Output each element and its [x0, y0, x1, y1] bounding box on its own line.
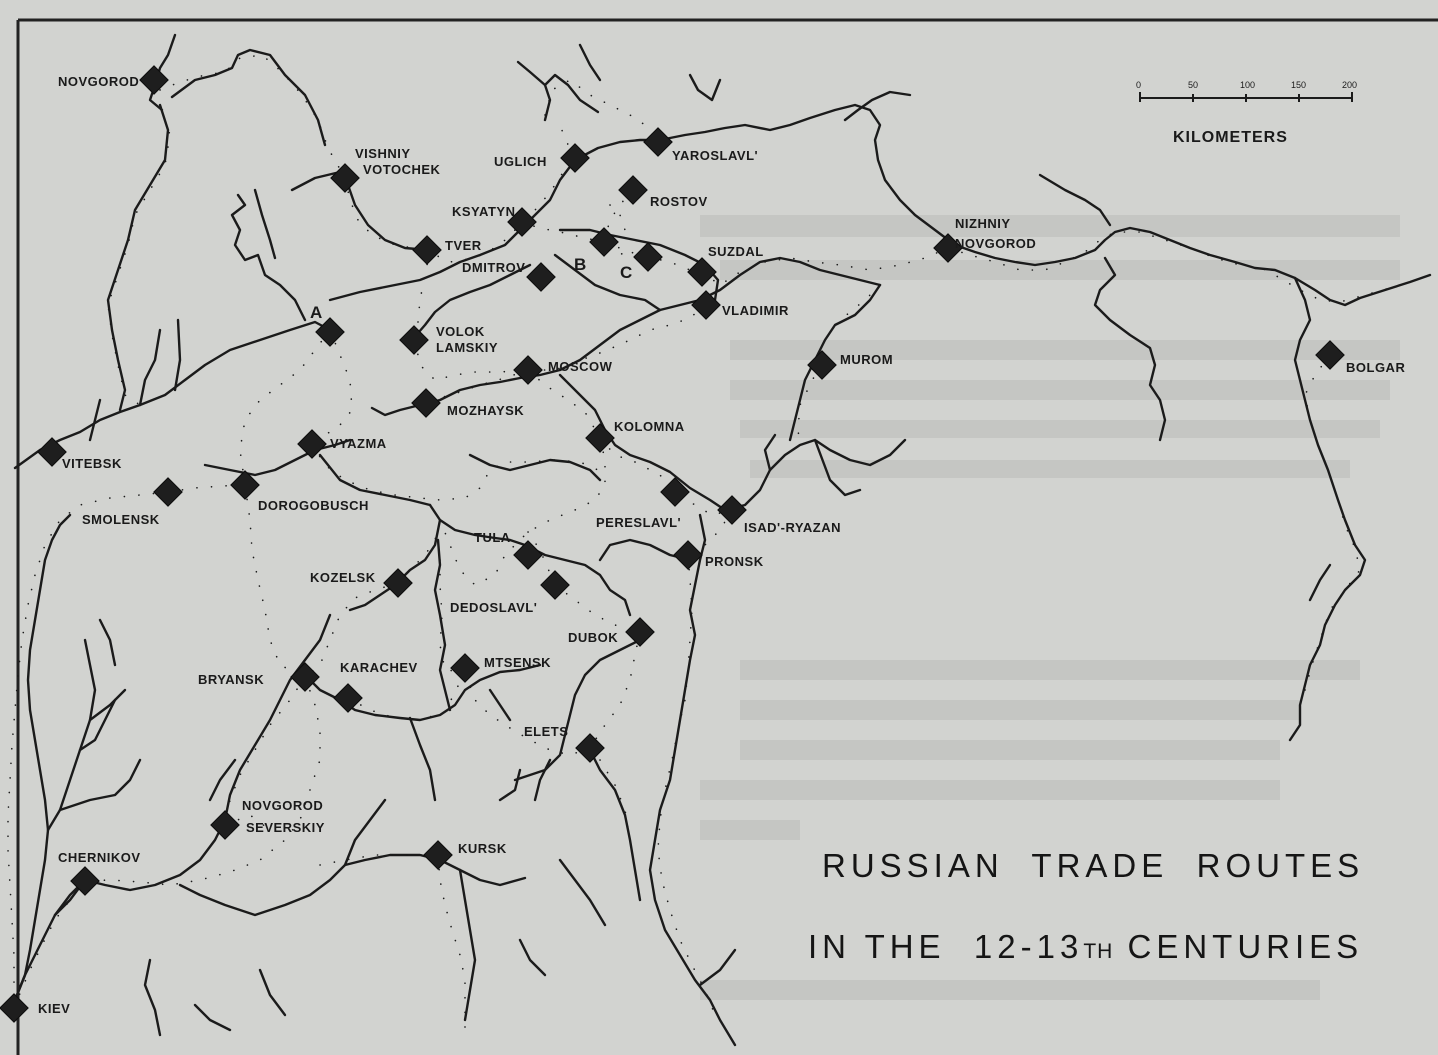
city-label: DOROGOBUSCH [258, 498, 369, 513]
city-volok-lamskiy[interactable] [400, 324, 498, 355]
city-label: KIEV [38, 1001, 71, 1016]
city-label: ISAD'-RYAZAN [744, 520, 841, 535]
city-label: SMOLENSK [82, 512, 160, 527]
city-label: YAROSLAVL' [672, 148, 759, 163]
city-ksyatyn[interactable] [452, 204, 536, 236]
map-frame [18, 20, 1438, 1055]
city-label: BRYANSK [198, 672, 265, 687]
city-mtsensk[interactable] [451, 654, 551, 682]
city-label: BOLGAR [1346, 360, 1406, 375]
city-label: KARACHEV [340, 660, 418, 675]
title-line-2-prefix: IN THE 12-13 [808, 928, 1084, 965]
city-label: NOVGOROD [58, 74, 140, 89]
city-label: VYAZMA [330, 436, 387, 451]
city-bryansk[interactable] [198, 663, 319, 691]
city-label-line2: SEVERSKIY [246, 820, 325, 835]
city-dedoslavl[interactable] [450, 571, 569, 615]
city-novgorod[interactable] [58, 66, 168, 94]
city-label: VOLOK [436, 324, 485, 339]
city-label: KSYATYN [452, 204, 516, 219]
city-tula[interactable] [474, 530, 542, 569]
city-label: MOZHAYSK [447, 403, 525, 418]
scale-tick-200: 200 [1342, 80, 1358, 90]
title-line-2-suffix: CENTURIES [1113, 928, 1364, 965]
city-label: VITEBSK [62, 456, 122, 471]
city-label: KOZELSK [310, 570, 376, 585]
city-label: ROSTOV [650, 194, 708, 209]
city-label-line2: LAMSKIY [436, 340, 498, 355]
title-line-2-sup: TH [1083, 940, 1114, 963]
title-line-1: RUSSIAN TRADE ROUTES [822, 847, 1365, 884]
city-label: PERESLAVL' [596, 515, 682, 530]
city-label: NOVGOROD [242, 798, 324, 813]
city-c[interactable] [620, 243, 662, 282]
city-label: MOSCOW [548, 359, 613, 374]
scale-unit-label: KILOMETERS [1173, 129, 1288, 146]
city-uglich[interactable] [494, 144, 589, 172]
city-kursk[interactable] [424, 841, 507, 869]
city-label-line2: NOVGOROD [955, 236, 1037, 251]
city-karachev[interactable] [334, 660, 418, 712]
scale-bar [1136, 80, 1357, 146]
title-line-2 [808, 928, 1363, 965]
city-dorogobusch[interactable] [231, 471, 369, 513]
city-label: VISHNIY [355, 146, 411, 161]
city-label: KOLOMNA [614, 419, 685, 434]
scale-tick-100: 100 [1240, 80, 1256, 90]
city-label: MTSENSK [484, 655, 552, 670]
city-label: DMITROV [462, 260, 526, 275]
city-label: C [620, 263, 633, 282]
city-dubok[interactable] [568, 618, 654, 646]
city-label: MUROM [840, 352, 894, 367]
city-murom[interactable] [808, 351, 893, 379]
city-rostov[interactable] [619, 176, 708, 209]
city-kozelsk[interactable] [310, 569, 412, 597]
city-label: VLADIMIR [722, 303, 789, 318]
city-label: NIZHNIY [955, 216, 1011, 231]
city-label: PRONSK [705, 554, 764, 569]
city-label: ELETS [524, 724, 569, 739]
city-b[interactable] [574, 228, 618, 274]
scale-tick-150: 150 [1291, 80, 1307, 90]
city-vyazma[interactable] [298, 430, 387, 458]
city-vitebsk[interactable] [38, 438, 122, 471]
city-label: DUBOK [568, 630, 619, 645]
city-label: KURSK [458, 841, 507, 856]
city-label: TULA [474, 530, 511, 545]
city-label: A [310, 303, 323, 322]
city-label: UGLICH [494, 154, 547, 169]
city-pronsk[interactable] [674, 541, 764, 569]
city-label: CHERNIKOV [58, 850, 141, 865]
city-chernikov[interactable] [58, 850, 141, 895]
city-isad-ryazan[interactable] [718, 496, 841, 535]
city-vishniy-votochek[interactable] [331, 146, 441, 192]
city-smolensk[interactable] [82, 478, 182, 527]
scale-line [1140, 92, 1352, 102]
city-kolomna[interactable] [586, 419, 685, 452]
city-vladimir[interactable] [692, 291, 789, 319]
rivers [15, 35, 1430, 1045]
city-label: TVER [445, 238, 482, 253]
city-label: SUZDAL [708, 244, 764, 259]
map-title [808, 847, 1364, 965]
city-kiev[interactable] [0, 994, 70, 1022]
scale-tick-50: 50 [1188, 80, 1199, 90]
city-a[interactable] [310, 303, 344, 346]
city-mozhaysk[interactable] [412, 389, 524, 418]
city-label: DEDOSLAVL' [450, 600, 538, 615]
city-label-line2: VOTOCHEK [363, 162, 441, 177]
city-label: B [574, 255, 587, 274]
scale-tick-0: 0 [1136, 80, 1142, 90]
city-pereslavl[interactable] [596, 478, 689, 530]
